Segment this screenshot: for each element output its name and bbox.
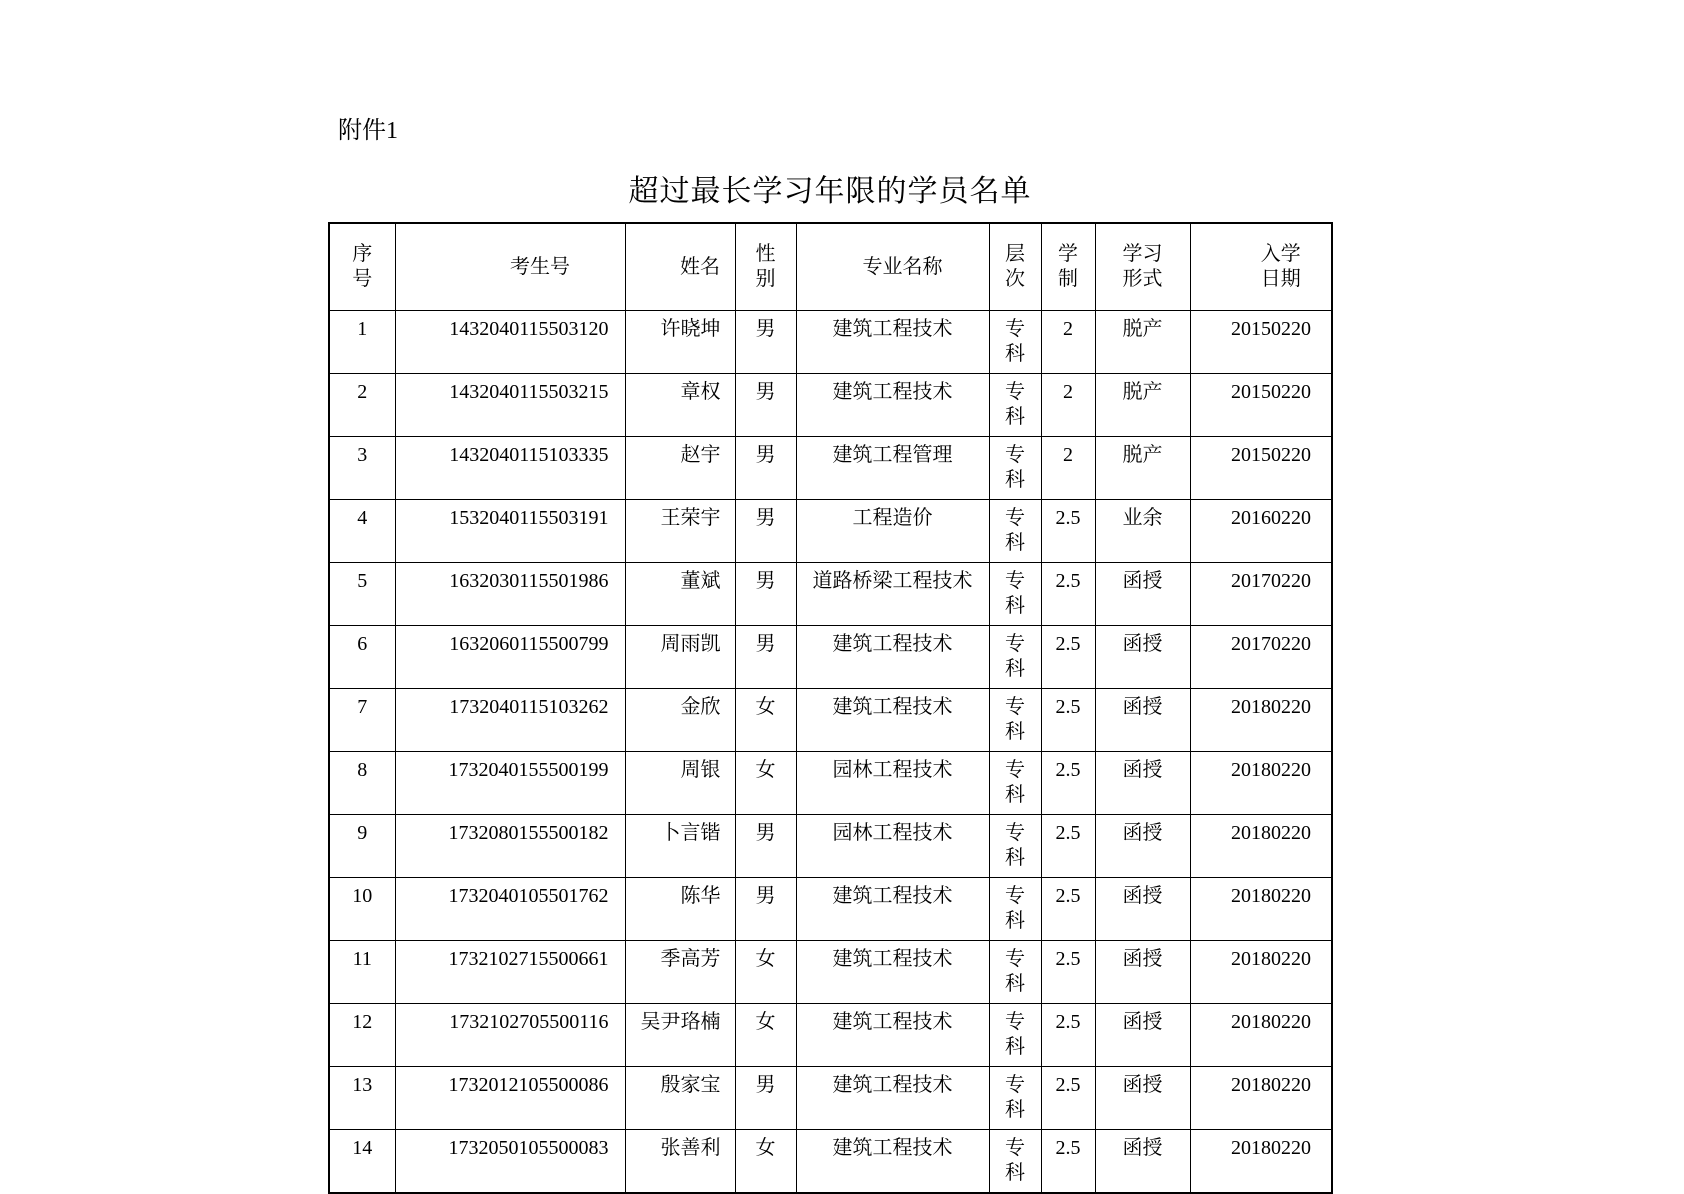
- cell-enroll-date: 20150220: [1190, 437, 1332, 500]
- cell-duration: 2.5: [1041, 941, 1095, 1004]
- cell-gender: 男: [735, 815, 796, 878]
- cell-exam-id: 1732040155500199: [395, 752, 625, 815]
- cell-study-form: 函授: [1095, 1130, 1190, 1193]
- cell-major: 建筑工程技术: [796, 878, 989, 941]
- table-row: [329, 752, 1332, 815]
- table-row: [329, 941, 1332, 1004]
- cell-name: 金欣: [625, 689, 735, 752]
- cell-gender: 男: [735, 626, 796, 689]
- cell-exam-id: 1732040115103262: [395, 689, 625, 752]
- cell-major: 道路桥梁工程技术: [796, 563, 989, 626]
- cell-major: 园林工程技术: [796, 752, 989, 815]
- cell-gender: 男: [735, 437, 796, 500]
- cell-enroll-date: 20160220: [1190, 500, 1332, 563]
- cell-gender: 男: [735, 374, 796, 437]
- cell-gender: 女: [735, 689, 796, 752]
- header-enroll-date: 入学日期: [1190, 223, 1332, 311]
- cell-enroll-date: 20180220: [1190, 752, 1332, 815]
- header-duration: 学制: [1041, 223, 1095, 311]
- cell-gender: 男: [735, 500, 796, 563]
- table-row: [329, 437, 1332, 500]
- cell-level: 专科: [989, 626, 1041, 689]
- cell-name: 章权: [625, 374, 735, 437]
- cell-level: 专科: [989, 1067, 1041, 1130]
- table-row: [329, 815, 1332, 878]
- table-row: [329, 500, 1332, 563]
- cell-duration: 2.5: [1041, 1004, 1095, 1067]
- table-header-row: [329, 223, 1332, 311]
- cell-gender: 女: [735, 752, 796, 815]
- cell-exam-id: 1732102705500116: [395, 1004, 625, 1067]
- cell-study-form: 脱产: [1095, 311, 1190, 374]
- cell-major: 建筑工程管理: [796, 437, 989, 500]
- cell-no: 11: [329, 941, 395, 1004]
- cell-name: 陈华: [625, 878, 735, 941]
- cell-name: 张善利: [625, 1130, 735, 1193]
- cell-level: 专科: [989, 374, 1041, 437]
- cell-gender: 男: [735, 1067, 796, 1130]
- cell-study-form: 函授: [1095, 752, 1190, 815]
- header-gender: 性别: [735, 223, 796, 311]
- cell-enroll-date: 20180220: [1190, 1004, 1332, 1067]
- cell-major: 建筑工程技术: [796, 689, 989, 752]
- header-no: 序号: [329, 223, 395, 311]
- cell-no: 12: [329, 1004, 395, 1067]
- cell-enroll-date: 20180220: [1190, 689, 1332, 752]
- cell-level: 专科: [989, 437, 1041, 500]
- cell-study-form: 函授: [1095, 815, 1190, 878]
- cell-name: 卜言锴: [625, 815, 735, 878]
- table-row: [329, 626, 1332, 689]
- cell-enroll-date: 20150220: [1190, 311, 1332, 374]
- cell-no: 14: [329, 1130, 395, 1193]
- header-level: 层次: [989, 223, 1041, 311]
- cell-exam-id: 1732102715500661: [395, 941, 625, 1004]
- cell-duration: 2.5: [1041, 752, 1095, 815]
- cell-enroll-date: 20180220: [1190, 941, 1332, 1004]
- cell-duration: 2.5: [1041, 1130, 1095, 1193]
- cell-gender: 男: [735, 563, 796, 626]
- table-row: [329, 878, 1332, 941]
- cell-name: 董斌: [625, 563, 735, 626]
- cell-level: 专科: [989, 563, 1041, 626]
- cell-study-form: 函授: [1095, 941, 1190, 1004]
- cell-exam-id: 1632060115500799: [395, 626, 625, 689]
- cell-no: 7: [329, 689, 395, 752]
- student-roster-table: [328, 222, 1333, 1194]
- cell-gender: 男: [735, 878, 796, 941]
- header-name: 姓名: [625, 223, 735, 311]
- cell-no: 2: [329, 374, 395, 437]
- cell-no: 4: [329, 500, 395, 563]
- cell-gender: 女: [735, 941, 796, 1004]
- cell-level: 专科: [989, 1004, 1041, 1067]
- header-major: 专业名称: [796, 223, 989, 311]
- cell-exam-id: 1732080155500182: [395, 815, 625, 878]
- table-row: [329, 1004, 1332, 1067]
- cell-no: 13: [329, 1067, 395, 1130]
- table-row: [329, 689, 1332, 752]
- cell-exam-id: 1532040115503191: [395, 500, 625, 563]
- cell-enroll-date: 20180220: [1190, 815, 1332, 878]
- cell-major: 建筑工程技术: [796, 1004, 989, 1067]
- cell-no: 8: [329, 752, 395, 815]
- cell-no: 1: [329, 311, 395, 374]
- table-body: [329, 311, 1332, 1193]
- cell-no: 10: [329, 878, 395, 941]
- cell-study-form: 函授: [1095, 563, 1190, 626]
- cell-name: 赵宇: [625, 437, 735, 500]
- cell-enroll-date: 20170220: [1190, 563, 1332, 626]
- cell-duration: 2.5: [1041, 626, 1095, 689]
- cell-enroll-date: 20150220: [1190, 374, 1332, 437]
- cell-enroll-date: 20170220: [1190, 626, 1332, 689]
- cell-level: 专科: [989, 500, 1041, 563]
- cell-study-form: 函授: [1095, 1004, 1190, 1067]
- cell-study-form: 函授: [1095, 626, 1190, 689]
- cell-duration: 2.5: [1041, 500, 1095, 563]
- cell-major: 建筑工程技术: [796, 941, 989, 1004]
- cell-duration: 2: [1041, 437, 1095, 500]
- cell-exam-id: 1632030115501986: [395, 563, 625, 626]
- cell-duration: 2: [1041, 374, 1095, 437]
- cell-name: 许晓坤: [625, 311, 735, 374]
- cell-name: 周雨凯: [625, 626, 735, 689]
- cell-major: 建筑工程技术: [796, 626, 989, 689]
- cell-duration: 2.5: [1041, 878, 1095, 941]
- cell-exam-id: 1432040115103335: [395, 437, 625, 500]
- attachment-label: 附件1: [338, 118, 398, 144]
- cell-name: 季高芳: [625, 941, 735, 1004]
- cell-major: 园林工程技术: [796, 815, 989, 878]
- cell-study-form: 脱产: [1095, 374, 1190, 437]
- cell-duration: 2.5: [1041, 689, 1095, 752]
- cell-study-form: 函授: [1095, 1067, 1190, 1130]
- cell-duration: 2: [1041, 311, 1095, 374]
- cell-exam-id: 1732050105500083: [395, 1130, 625, 1193]
- cell-name: 殷家宝: [625, 1067, 735, 1130]
- cell-enroll-date: 20180220: [1190, 1130, 1332, 1193]
- cell-study-form: 脱产: [1095, 437, 1190, 500]
- cell-exam-id: 1432040115503120: [395, 311, 625, 374]
- header-study-form: 学习形式: [1095, 223, 1190, 311]
- cell-enroll-date: 20180220: [1190, 878, 1332, 941]
- cell-level: 专科: [989, 878, 1041, 941]
- table-row: [329, 1067, 1332, 1130]
- cell-study-form: 业余: [1095, 500, 1190, 563]
- cell-no: 9: [329, 815, 395, 878]
- cell-name: 王荣宇: [625, 500, 735, 563]
- cell-no: 5: [329, 563, 395, 626]
- cell-duration: 2.5: [1041, 1067, 1095, 1130]
- header-exam-id: 考生号: [395, 223, 625, 311]
- cell-exam-id: 1432040115503215: [395, 374, 625, 437]
- table-row: [329, 563, 1332, 626]
- cell-major: 建筑工程技术: [796, 374, 989, 437]
- cell-no: 3: [329, 437, 395, 500]
- cell-level: 专科: [989, 941, 1041, 1004]
- cell-level: 专科: [989, 752, 1041, 815]
- cell-level: 专科: [989, 815, 1041, 878]
- cell-name: 周银: [625, 752, 735, 815]
- cell-enroll-date: 20180220: [1190, 1067, 1332, 1130]
- table-row: [329, 311, 1332, 374]
- cell-exam-id: 1732012105500086: [395, 1067, 625, 1130]
- cell-duration: 2.5: [1041, 563, 1095, 626]
- cell-no: 6: [329, 626, 395, 689]
- cell-level: 专科: [989, 1130, 1041, 1193]
- cell-gender: 男: [735, 311, 796, 374]
- page-title: 超过最长学习年限的学员名单: [628, 175, 1032, 208]
- cell-name: 吴尹珞楠: [625, 1004, 735, 1067]
- cell-major: 建筑工程技术: [796, 1130, 989, 1193]
- cell-major: 建筑工程技术: [796, 311, 989, 374]
- cell-study-form: 函授: [1095, 689, 1190, 752]
- cell-major: 建筑工程技术: [796, 1067, 989, 1130]
- cell-level: 专科: [989, 689, 1041, 752]
- table-row: [329, 374, 1332, 437]
- cell-duration: 2.5: [1041, 815, 1095, 878]
- cell-level: 专科: [989, 311, 1041, 374]
- cell-gender: 女: [735, 1004, 796, 1067]
- cell-exam-id: 1732040105501762: [395, 878, 625, 941]
- table-row: [329, 1130, 1332, 1193]
- cell-major: 工程造价: [796, 500, 989, 563]
- cell-gender: 女: [735, 1130, 796, 1193]
- cell-study-form: 函授: [1095, 878, 1190, 941]
